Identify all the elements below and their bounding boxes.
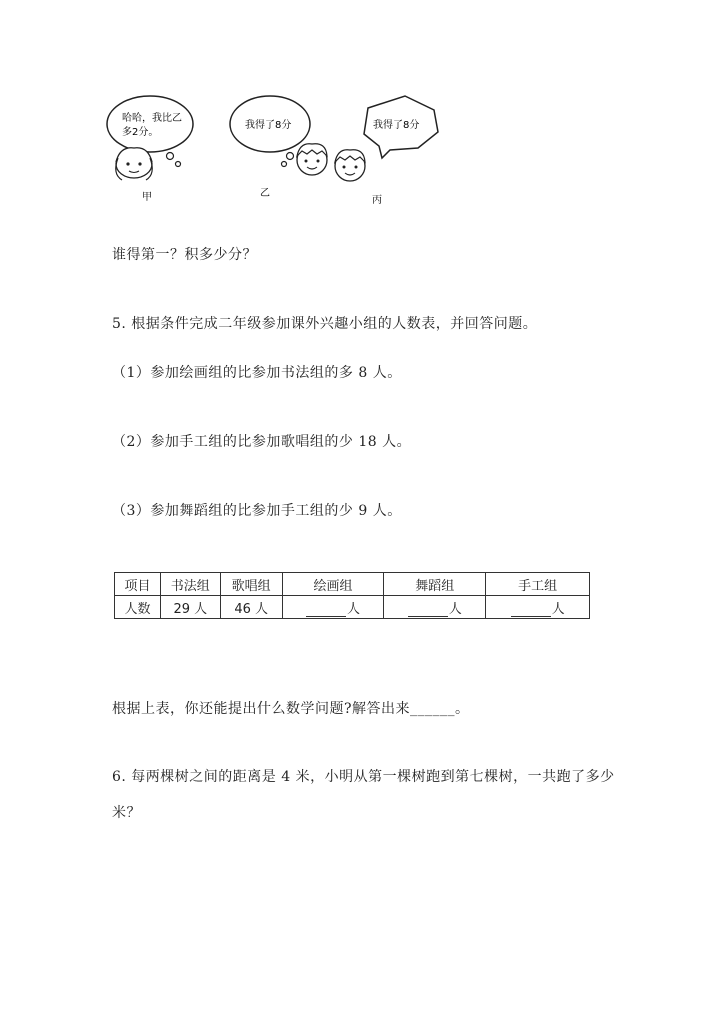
- table-cell-blank[interactable]: [486, 596, 590, 619]
- table-row: [115, 596, 590, 619]
- bubble-jia-line2: 多2分。: [122, 127, 159, 138]
- table-cell: 46 人: [220, 596, 282, 619]
- table-cell-blank[interactable]: [384, 596, 486, 619]
- label-jia: 甲: [142, 192, 152, 203]
- table-header: 绘画组: [282, 573, 384, 596]
- q6-line-1: 6. 每两棵树之间的距离是 4 米，小明从第一棵树跑到第七棵树，一共跑了多少: [112, 769, 615, 785]
- q5-condition-1: （1）参加绘画组的比参加书法组的多 8 人。: [112, 365, 402, 381]
- bubble-jia-line1: 哈哈，我比乙: [122, 113, 182, 124]
- table-header-row: [115, 573, 590, 596]
- q5-condition-2: （2）参加手工组的比参加歌唱组的少 18 人。: [112, 434, 412, 450]
- table-header: 书法组: [160, 573, 220, 596]
- boy-bing-icon: [335, 150, 365, 181]
- group-count-table: [114, 572, 590, 619]
- table-header: 歌唱组: [220, 573, 282, 596]
- blank-unit: 人: [448, 601, 462, 617]
- q5-condition-3: （3）参加舞蹈组的比参加手工组的少 9 人。: [112, 503, 402, 519]
- q6-line-2: 米？: [112, 805, 141, 821]
- q5-title: 5. 根据条件完成二年级参加课外兴趣小组的人数表，并回答问题。: [112, 316, 538, 332]
- blank-unit: 人: [346, 601, 360, 617]
- table-cell: 29 人: [160, 596, 220, 619]
- speech-bubble-illustration: [100, 88, 460, 213]
- label-yi: 乙: [260, 188, 270, 199]
- table-cell-blank[interactable]: [282, 596, 384, 619]
- bubble-bing-text: 我得了8分: [373, 120, 420, 131]
- table-header: 项目: [115, 573, 161, 596]
- thought-dot: [167, 153, 174, 160]
- blank-unit: 人: [551, 601, 565, 617]
- thought-dot: [287, 153, 294, 160]
- thought-dot: [282, 162, 287, 167]
- bubble-yi-text: 我得了8分: [245, 120, 292, 131]
- q4-question: 谁得第一？积多少分？: [112, 247, 257, 263]
- girl-jia-icon: [116, 148, 153, 180]
- thought-dot: [176, 162, 181, 167]
- label-bing: 丙: [372, 195, 382, 206]
- thought-bubble-jia: [107, 96, 193, 152]
- boy-yi-icon: [297, 144, 327, 175]
- q5-follow-up: 根据上表，你还能提出什么数学问题?解答出来______。: [112, 701, 470, 717]
- table-header: 手工组: [486, 573, 590, 596]
- table-row-label: 人数: [115, 596, 161, 619]
- table-header: 舞蹈组: [384, 573, 486, 596]
